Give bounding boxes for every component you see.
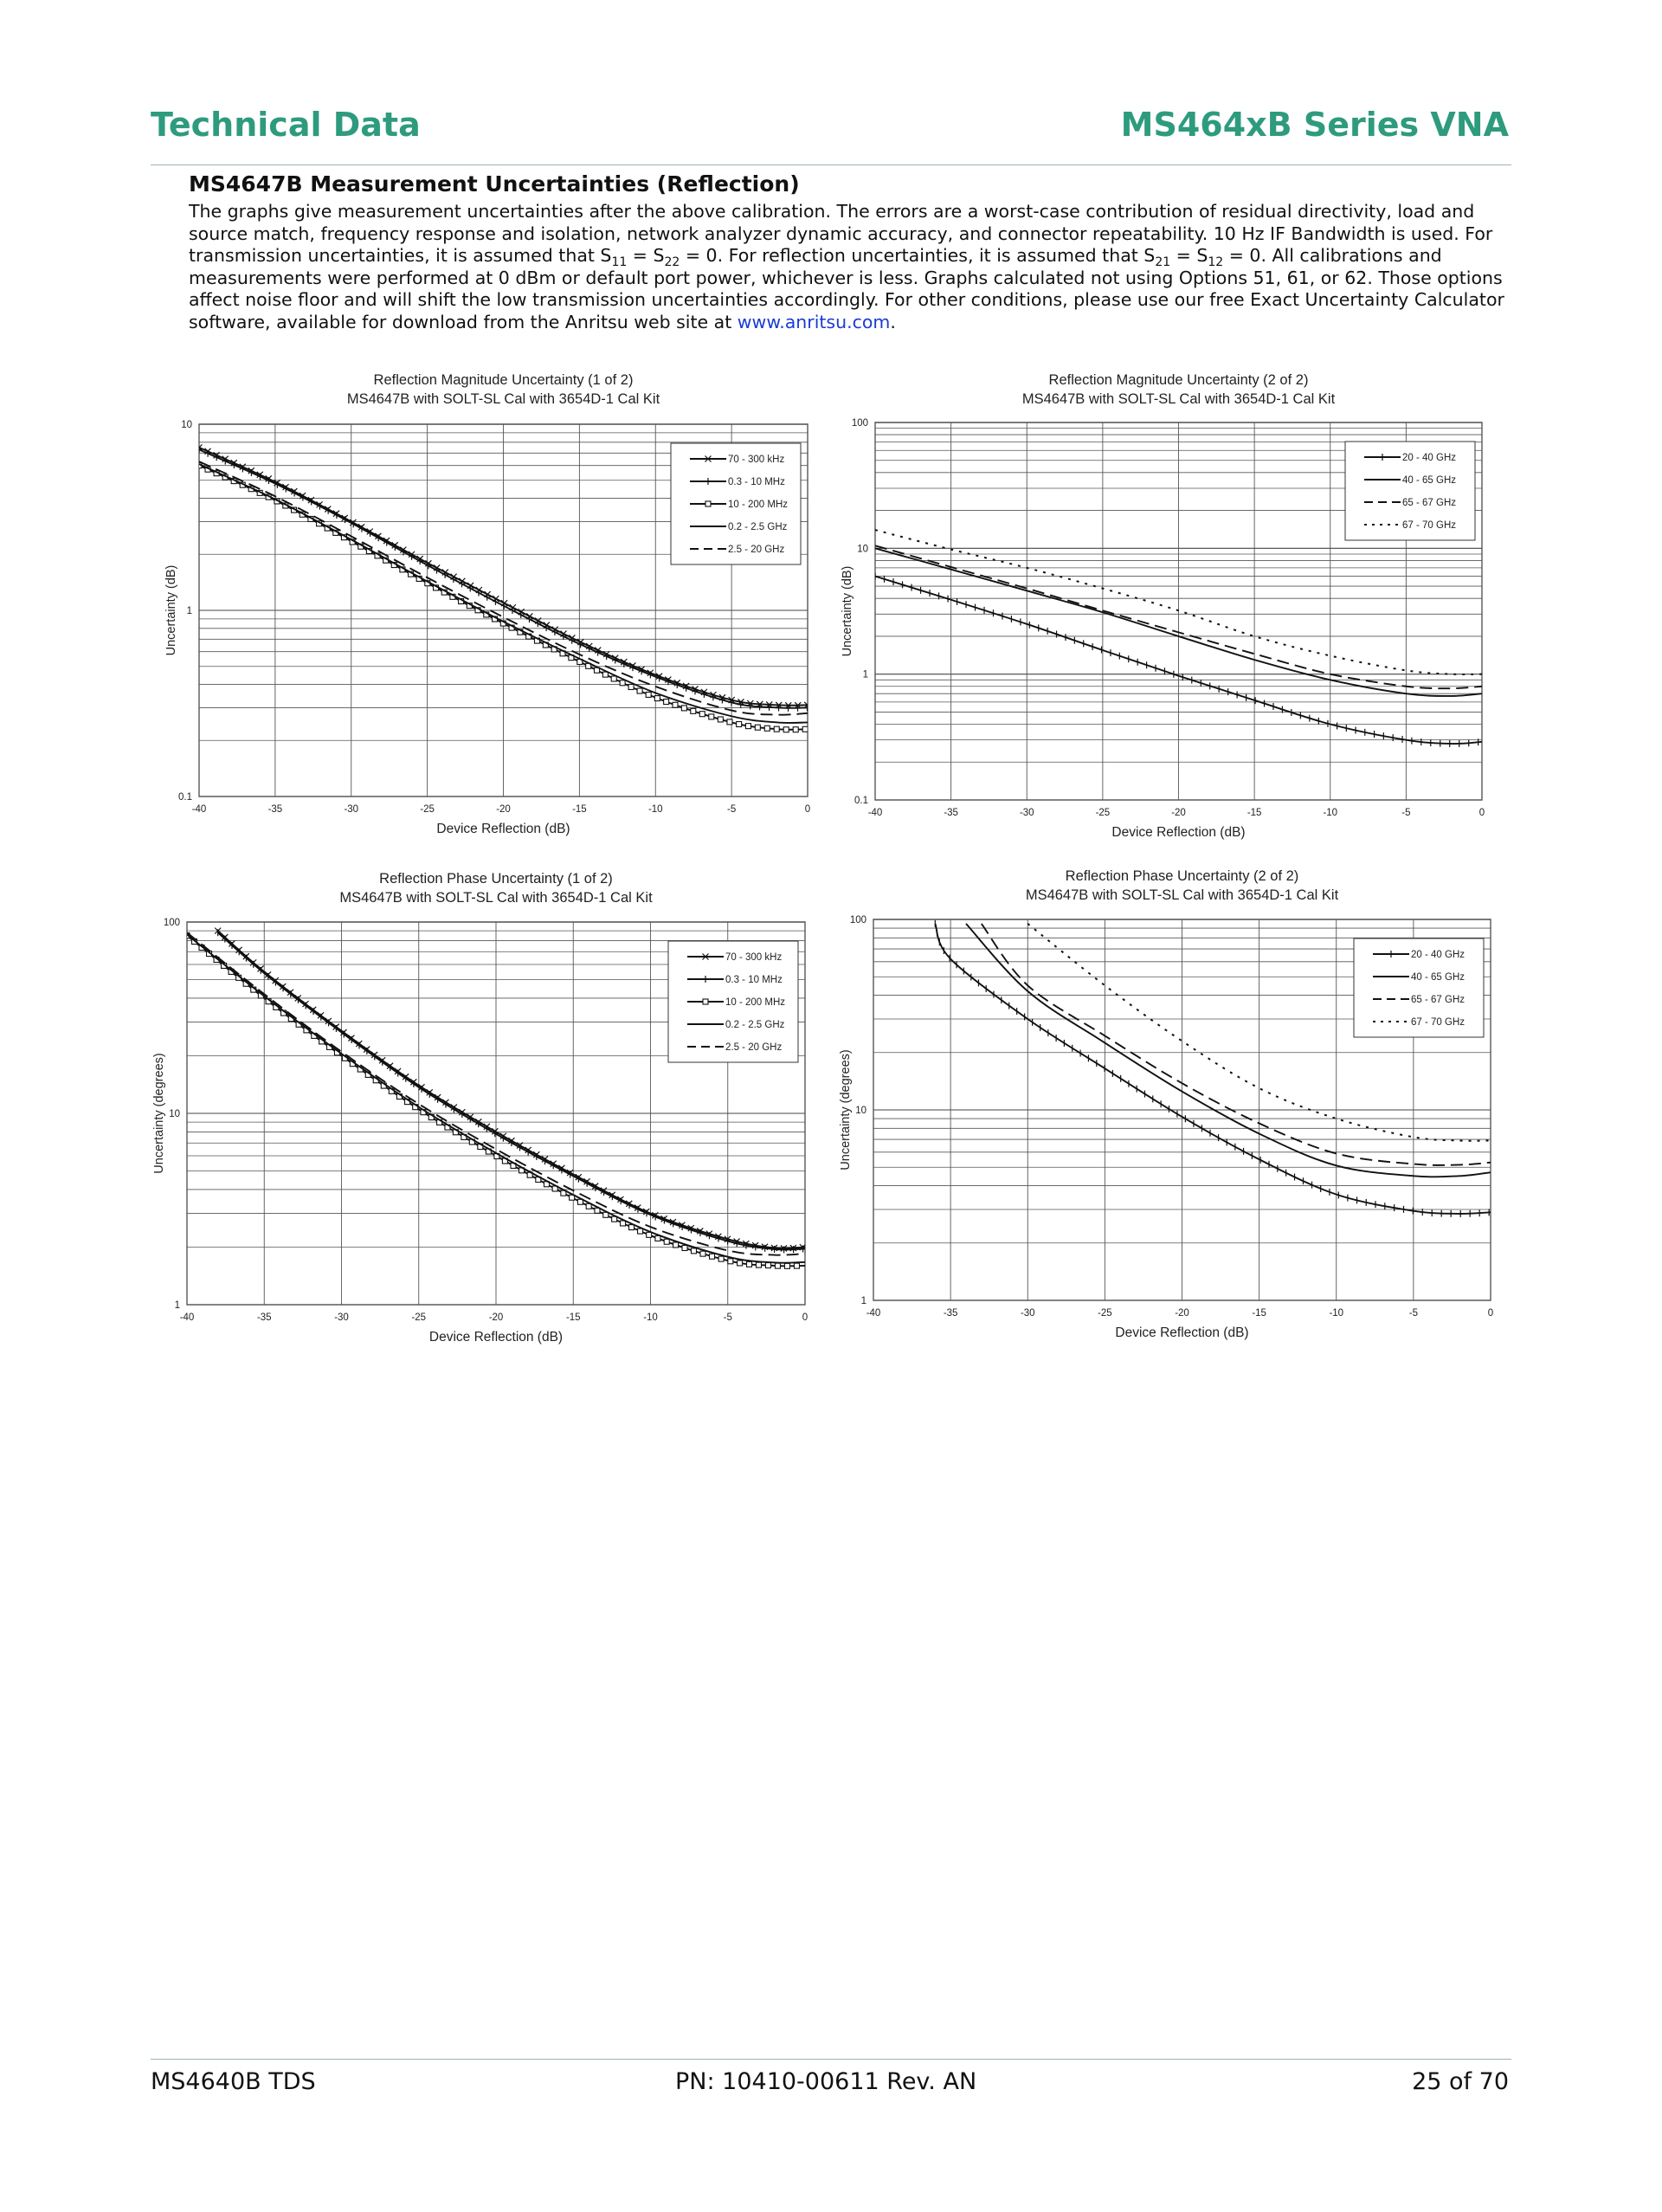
y-tick-label: 1 bbox=[186, 606, 192, 616]
legend-label: 70 - 300 kHz bbox=[725, 952, 783, 963]
x-tick-label: -30 bbox=[344, 804, 359, 815]
y-tick-label: 0.1 bbox=[854, 796, 868, 806]
data-point bbox=[664, 700, 669, 705]
x-axis-label: Device Reflection (dB) bbox=[428, 1330, 564, 1345]
y-tick-label: 10 bbox=[857, 544, 868, 555]
y-axis-label: Uncertainty (dB) bbox=[841, 565, 854, 657]
legend-label: 2.5 - 20 GHz bbox=[728, 545, 785, 555]
chart-subtitle: MS4647B with SOLT-SL Cal with 3654D-1 Cal Kit bbox=[339, 890, 653, 906]
x-tick-label: -35 bbox=[944, 808, 958, 818]
chart-reflection-magnitude-2 bbox=[827, 365, 1511, 850]
y-tick-label: 10 bbox=[169, 1109, 180, 1119]
x-tick-label: -40 bbox=[179, 1312, 195, 1323]
x-tick-label: -40 bbox=[191, 804, 207, 815]
chart-reflection-phase-2-svg bbox=[827, 861, 1511, 1355]
data-point bbox=[611, 676, 616, 681]
y-axis-label: Uncertainty (degrees) bbox=[839, 1049, 853, 1170]
data-point bbox=[629, 1225, 635, 1230]
y-axis-label: Uncertainty (dB) bbox=[164, 564, 178, 656]
x-tick-label: -15 bbox=[1246, 808, 1262, 818]
section-title: MS4647B Measurement Uncertainties (Reflection) bbox=[189, 171, 800, 197]
y-tick-label: 0.1 bbox=[178, 792, 192, 803]
x-tick-label: -20 bbox=[1175, 1308, 1189, 1319]
legend-label: 70 - 300 kHz bbox=[728, 455, 785, 465]
y-tick-label: 100 bbox=[851, 418, 868, 429]
footer-page-number: 25 of 70 bbox=[1412, 2068, 1509, 2095]
legend bbox=[1354, 938, 1484, 1037]
data-point bbox=[691, 1248, 696, 1254]
x-tick-label: 0 bbox=[804, 804, 811, 815]
chart-subtitle: MS4647B with SOLT-SL Cal with 3654D-1 Cal Kit bbox=[1021, 391, 1336, 407]
x-tick-label: -5 bbox=[727, 804, 737, 815]
header-product-title: MS464xB Series VNA bbox=[1120, 106, 1509, 144]
data-point bbox=[793, 727, 798, 732]
data-point bbox=[802, 726, 808, 732]
chart-title: Reflection Magnitude Uncertainty (2 of 2) bbox=[1048, 372, 1309, 388]
legend-label: 40 - 65 GHz bbox=[1402, 475, 1456, 486]
x-tick-label: -30 bbox=[1020, 1308, 1035, 1319]
x-tick-label: 0 bbox=[1478, 808, 1485, 818]
data-point bbox=[774, 726, 779, 732]
x-tick-label: -30 bbox=[1019, 808, 1034, 818]
legend bbox=[1345, 442, 1475, 540]
x-tick-label: -10 bbox=[643, 1312, 658, 1323]
data-point bbox=[628, 684, 634, 689]
data-point bbox=[654, 696, 660, 701]
x-tick-label: -15 bbox=[565, 1312, 581, 1323]
legend-label: 20 - 40 GHz bbox=[1402, 453, 1456, 463]
y-tick-label: 10 bbox=[181, 420, 192, 430]
y-tick-label: 100 bbox=[849, 915, 866, 925]
y-tick-label: 1 bbox=[174, 1300, 180, 1311]
data-point bbox=[727, 719, 732, 725]
section-description: The graphs give measurement uncertainties after the above calibration. The errors are a worst-case contribution of residual directivity, load and source match, frequency response and isolation, network analyzer dynamic accuracy, and connector repeatability. 10 Hz IF Bandwidth is used. For transmission uncertainties, it is assumed that $S_{11} = S_{22} = 0$. For reflection uncertainties, it is assumed that $S_{21} = S_{12} = 0$. All calibrations and measurements were performed at 0 dBm or default port power, whichever is less. Graphs calculated not using Options 51, 61, or 62. Those options affect noise floor and will shift the low transmission uncertainties accordingly. For other conditions, please use our free Exact Uncertainty Calculator software, available for download from the Anritsu web site at www.anritsu.com. bbox=[189, 201, 1504, 332]
legend-label: 10 - 200 MHz bbox=[725, 997, 786, 1008]
legend-marker bbox=[703, 999, 708, 1004]
header-divider bbox=[151, 164, 1511, 165]
legend-label: 0.3 - 10 MHz bbox=[725, 975, 783, 985]
data-point bbox=[709, 714, 714, 719]
x-tick-label: -25 bbox=[420, 804, 435, 815]
data-point bbox=[646, 692, 651, 697]
x-tick-label: -15 bbox=[572, 804, 587, 815]
data-point bbox=[673, 702, 678, 707]
legend-label: 40 - 65 GHz bbox=[1411, 972, 1465, 983]
x-axis-label: Device Reflection (dB) bbox=[436, 822, 570, 836]
chart-reflection-magnitude-2-svg bbox=[827, 365, 1511, 850]
header-section-title: Technical Data bbox=[151, 106, 421, 144]
y-tick-label: 1 bbox=[862, 669, 868, 680]
data-point bbox=[710, 1254, 715, 1259]
legend-label: 65 - 67 GHz bbox=[1411, 995, 1465, 1005]
data-point bbox=[784, 1263, 789, 1268]
data-point bbox=[783, 727, 789, 732]
legend-marker bbox=[705, 501, 711, 506]
data-point bbox=[745, 724, 750, 729]
x-tick-label: -5 bbox=[1408, 1308, 1418, 1319]
legend-label: 0.2 - 2.5 GHz bbox=[725, 1020, 785, 1030]
footer-divider bbox=[151, 2059, 1511, 2060]
data-point bbox=[738, 1261, 743, 1266]
x-axis-label: Device Reflection (dB) bbox=[1115, 1325, 1249, 1340]
data-point bbox=[637, 688, 642, 693]
x-tick-label: -20 bbox=[496, 804, 511, 815]
data-point bbox=[756, 1262, 761, 1267]
chart-reflection-magnitude-1 bbox=[138, 365, 822, 850]
x-tick-label: -10 bbox=[647, 804, 663, 815]
data-point bbox=[681, 706, 686, 711]
data-point bbox=[664, 1239, 669, 1244]
y-axis-label: Uncertainty (degrees) bbox=[152, 1053, 166, 1174]
data-point bbox=[621, 1221, 626, 1226]
x-tick-label: -20 bbox=[1171, 808, 1186, 818]
x-tick-label: -35 bbox=[943, 1308, 958, 1319]
data-point bbox=[728, 1259, 733, 1264]
data-point bbox=[775, 1263, 780, 1268]
x-tick-label: 0 bbox=[1487, 1308, 1494, 1319]
data-point bbox=[755, 725, 760, 730]
legend-label: 20 - 40 GHz bbox=[1411, 950, 1465, 960]
x-tick-label: -5 bbox=[723, 1312, 732, 1323]
y-tick-label: 10 bbox=[855, 1106, 866, 1116]
data-point bbox=[718, 717, 723, 722]
legend-label: 65 - 67 GHz bbox=[1402, 498, 1456, 508]
legend bbox=[668, 941, 798, 1062]
x-tick-label: -35 bbox=[267, 804, 283, 815]
legend bbox=[671, 443, 801, 564]
x-axis-label: Device Reflection (dB) bbox=[1111, 825, 1246, 840]
data-point bbox=[699, 712, 705, 717]
data-point bbox=[764, 726, 770, 731]
data-point bbox=[638, 1229, 643, 1234]
data-point bbox=[655, 1235, 660, 1241]
y-tick-label: 100 bbox=[163, 918, 180, 928]
x-tick-label: -35 bbox=[256, 1312, 272, 1323]
footer-part-number: PN: 10410-00611 Rev. AN bbox=[675, 2068, 977, 2095]
x-tick-label: -40 bbox=[867, 808, 883, 818]
x-tick-label: -15 bbox=[1252, 1308, 1266, 1319]
x-tick-label: -10 bbox=[1329, 1308, 1344, 1319]
legend-label: 67 - 70 GHz bbox=[1402, 520, 1456, 531]
anritsu-website-link[interactable]: www.anritsu.com bbox=[737, 311, 891, 332]
legend-label: 67 - 70 GHz bbox=[1411, 1017, 1465, 1028]
chart-reflection-phase-1 bbox=[138, 864, 822, 1358]
data-point bbox=[747, 1261, 752, 1267]
x-tick-label: -25 bbox=[1098, 1308, 1112, 1319]
chart-subtitle: MS4647B with SOLT-SL Cal with 3654D-1 Cal Kit bbox=[346, 391, 660, 407]
data-point bbox=[700, 1251, 705, 1256]
footer-doc-name: MS4640B TDS bbox=[151, 2068, 316, 2095]
chart-reflection-magnitude-1-svg bbox=[138, 365, 822, 850]
x-tick-label: -25 bbox=[1095, 808, 1111, 818]
legend-label: 0.3 - 10 MHz bbox=[728, 477, 785, 487]
chart-title: Reflection Magnitude Uncertainty (1 of 2) bbox=[373, 372, 634, 388]
chart-reflection-phase-2 bbox=[827, 861, 1511, 1355]
legend-label: 10 - 200 MHz bbox=[728, 500, 789, 510]
legend-label: 2.5 - 20 GHz bbox=[725, 1042, 783, 1053]
x-tick-label: -10 bbox=[1323, 808, 1338, 818]
x-tick-label: -30 bbox=[334, 1312, 349, 1323]
data-point bbox=[794, 1263, 799, 1268]
x-tick-label: -5 bbox=[1401, 808, 1411, 818]
data-point bbox=[682, 1245, 687, 1250]
data-point bbox=[673, 1242, 679, 1248]
x-tick-label: -40 bbox=[866, 1308, 881, 1319]
y-tick-label: 1 bbox=[860, 1296, 866, 1306]
legend-label: 0.2 - 2.5 GHz bbox=[728, 522, 788, 532]
chart-reflection-phase-1-svg bbox=[138, 864, 822, 1358]
data-point bbox=[647, 1232, 652, 1237]
chart-title: Reflection Phase Uncertainty (2 of 2) bbox=[1065, 868, 1299, 884]
data-point bbox=[765, 1263, 770, 1268]
x-tick-label: -25 bbox=[411, 1312, 427, 1323]
chart-title: Reflection Phase Uncertainty (1 of 2) bbox=[379, 871, 613, 887]
data-point bbox=[691, 708, 696, 713]
data-point bbox=[718, 1256, 724, 1261]
data-point bbox=[737, 721, 742, 726]
data-point bbox=[620, 680, 625, 686]
x-tick-label: -20 bbox=[488, 1312, 504, 1323]
x-tick-label: 0 bbox=[802, 1312, 808, 1323]
chart-subtitle: MS4647B with SOLT-SL Cal with 3654D-1 Cal Kit bbox=[1025, 887, 1339, 903]
